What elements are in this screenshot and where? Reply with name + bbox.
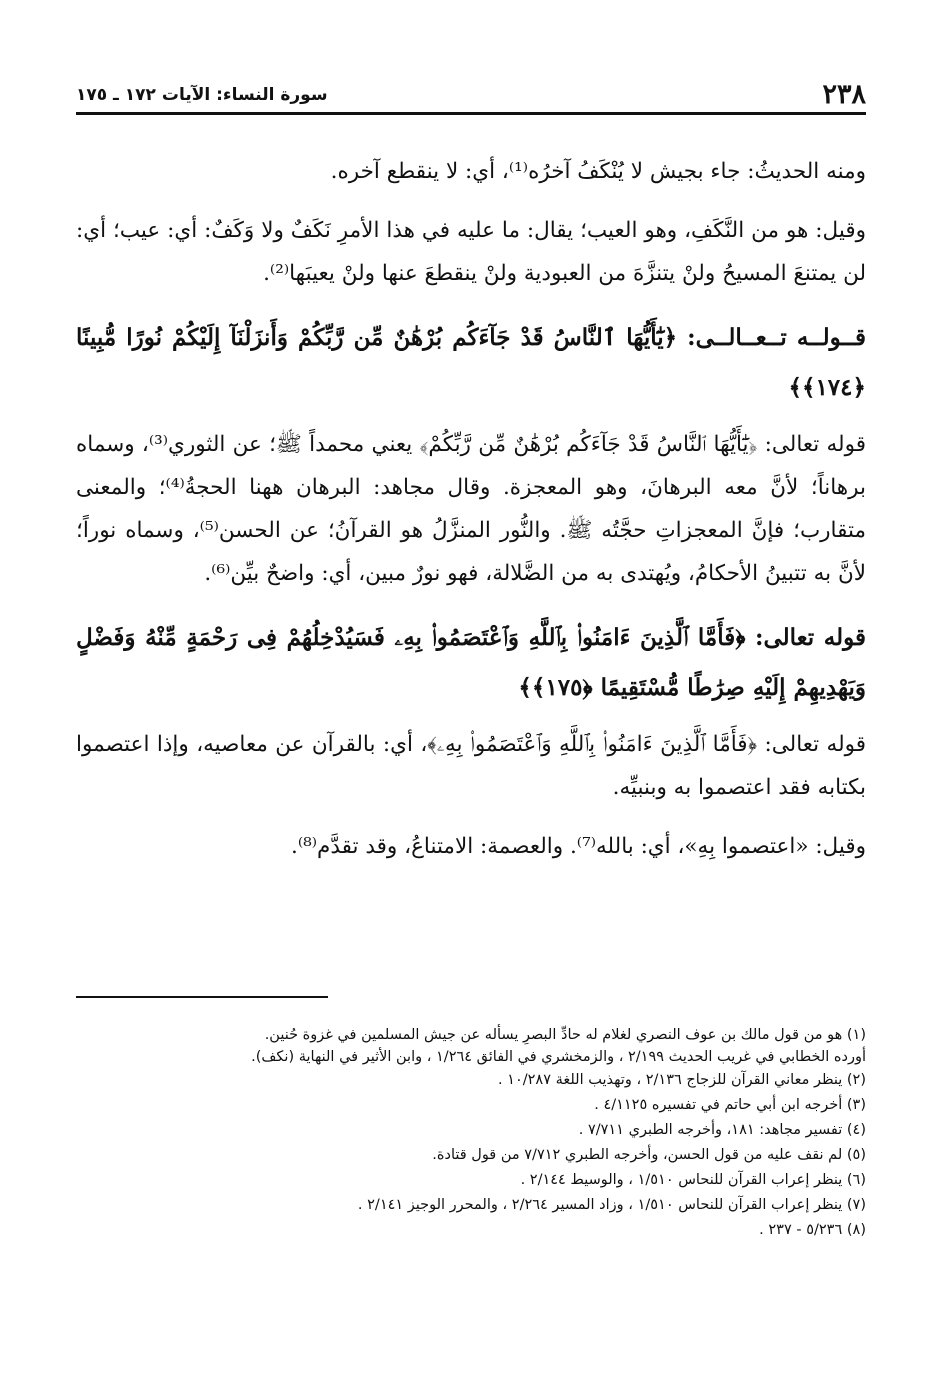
footnote-1a: (١) هو من قول مالك بن عوف النصري لغلام له حادِّ البصرِ يسأله عن جيش المسلمين في غزوة حُنين. [264, 1027, 866, 1043]
paragraph-3: قوله تعالى: ﴿يَٰٓأَيُّهَا ٱلنَّاسُ قَدْ جَآءَكُم بُرْهَٰنٌ مِّن رَّبِّكُمْ﴾ يعني محمداً ﷺ؛ عن الثوري⁽³⁾، وسماه برهاناً؛ لأنَّ معه البرهانَ، وهو المعجزة. وقال مجاهد: البرهان ههنا الحجةُ⁽⁴⁾؛ والمعنى متقارب؛ فإنَّ المعجزاتِ حجَّتُه ﷺ. والنُّور المنزَّلُ هو القرآنُ؛ عن الحسن⁽⁵⁾، وسماه نوراً؛ لأنَّ به تتبينُ الأحكامُ، ويُهتدى به من الضَّلالة، فهو نورٌ مبين، أي: واضحٌ بيِّن⁽⁶⁾. [76, 432, 866, 586]
footnote-1b: أورده الخطابي في غريب الحديث ٢/١٩٩ ، والزمخشري في الفائق ١/٢٦٤ ، وابن الأثير في النهاية (نكف). [251, 1049, 866, 1065]
footnote-separator [76, 996, 328, 998]
running-title: سورة النساء: الآيات ١٧٢ ـ ١٧٥ [76, 85, 328, 105]
footnote-8: (٨) ٥/٢٣٦ - ٢٣٧ . [759, 1222, 866, 1238]
paragraph-4: قوله تعالى: ﴿فَأَمَّا ٱلَّذِينَ ءَامَنُوا۟ بِٱللَّهِ وَٱعْتَصَمُوا۟ بِهِۦ﴾، أي: بالقرآن عن معاصيه، وإذا اعتصموا بكتابه فقد اعتصموا به وبنبيِّه. [76, 732, 866, 800]
paragraph-1: ومنه الحديثُ: جاء بجيش لا يُنْكَفُ آخرُه⁽¹⁾، أي: لا ينقطع آخره. [330, 159, 866, 184]
paragraph-2: وقيل: هو من النَّكَفِ، وهو العيب؛ يقال: ما عليه في هذا الأمرِ نَكَفٌ ولا وَكَفٌ: أي: عيب؛ أي: لن يمتنعَ المسيحُ ولنْ يتنزَّهَ من العبودية ولنْ ينقطعَ عنها ولنْ يعيبَها⁽²⁾. [76, 218, 866, 286]
footnote-7: (٧) ينظر إعراب القرآن للنحاس ١/٥١٠ ، وزاد المسير ٢/٢٦٤ ، والمحرر الوجيز ٢/١٤١ . [357, 1197, 866, 1213]
verse-heading-174: قــولــه تــعــالــى: ﴿يَٰٓأَيُّهَا ٱلنَّاسُ قَدْ جَآءَكُم بُرْهَٰنٌ مِّن رَّبِّكُمْ وَأَنزَلْنَآ إِلَيْكُمْ نُورًا مُّبِينًا ﴿١٧٤﴾﴾ [76, 324, 866, 401]
footnotes [76, 1024, 866, 1243]
page-header [76, 78, 866, 115]
footnote-2: (٢) ينظر معاني القرآن للزجاج ٢/١٣٦ ، وتهذيب اللغة ١٠/٢٨٧ . [497, 1072, 866, 1088]
footnote-3: (٣) أخرجه ابن أبي حاتم في تفسيره ٤/١١٢٥ . [594, 1097, 866, 1113]
paragraph-5: وقيل: «اعتصموا بِهِ»، أي: بالله⁽⁷⁾. والعصمة: الامتناعُ، وقد تقدَّم⁽⁸⁾. [291, 834, 866, 859]
main-text [76, 150, 866, 868]
footnote-5: (٥) لم نقف عليه من قول الحسن، وأخرجه الطبري ٧/٧١٢ من قول قتادة. [432, 1147, 866, 1163]
footnote-4: (٤) تفسير مجاهد: ١٨١، وأخرجه الطبري ٧/٧١١ . [578, 1122, 866, 1138]
footnote-6: (٦) ينظر إعراب القرآن للنحاس ١/٥١٠ ، والوسيط ٢/١٤٤ . [520, 1172, 866, 1188]
page-number: ٢٣٨ [822, 79, 866, 110]
verse-heading-175: قوله تعالى: ﴿فَأَمَّا ٱلَّذِينَ ءَامَنُوا۟ بِٱللَّهِ وَٱعْتَصَمُوا۟ بِهِۦ فَسَيُدْخِلُهُمْ فِى رَحْمَةٍ مِّنْهُ وَفَضْلٍ وَيَهْدِيهِمْ إِلَيْهِ صِرَٰطًا مُّسْتَقِيمًا ﴿١٧٥﴾﴾ [76, 624, 866, 701]
